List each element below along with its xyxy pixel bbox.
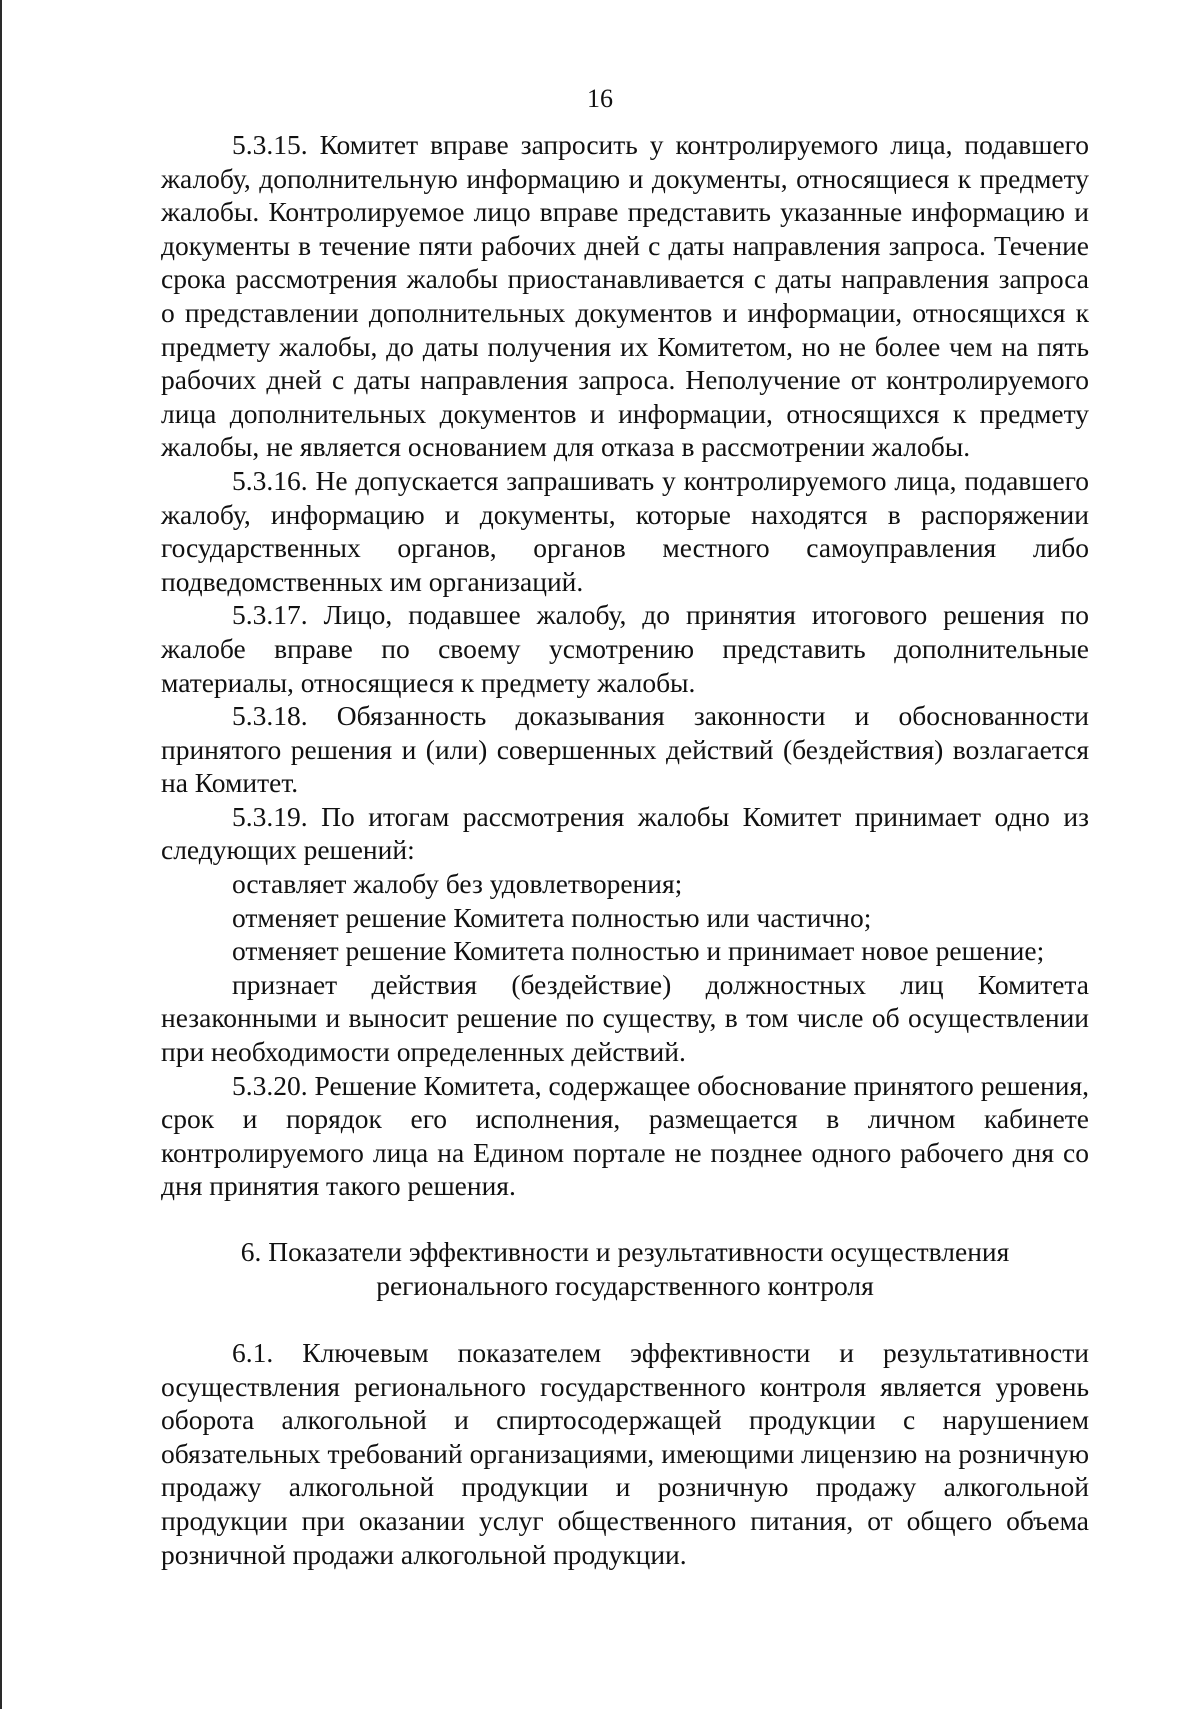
paragraph-5-3-18: 5.3.18. Обязанность доказывания законности и обоснованности принятого решения и (или) совершенных действий (бездействия) возлагается на Комитет. xyxy=(161,700,1089,799)
paragraph-5-3-20: 5.3.20. Решение Комитета, содержащее обоснование принятого решения, срок и порядок его исполнения, размещается в личном кабинете контролируемого лица на Едином портале не позднее одного рабочего дня со дня принятия такого решения. xyxy=(161,1069,1089,1202)
page-edge-shadow xyxy=(0,0,2,1709)
section-6-heading-line-2: регионального государственного контроля xyxy=(376,1270,874,1301)
section-6-heading xyxy=(161,1235,1089,1303)
paragraph-5-3-19: 5.3.19. По итогам рассмотрения жалобы Комитет принимает одно из следующих решений: xyxy=(161,800,1089,866)
decision-option-3: отменяет решение Комитета полностью и принимает новое решение; xyxy=(232,935,1045,967)
paragraph-5-3-16: 5.3.16. Не допускается запрашивать у контролируемого лица, подавшего жалобу, информацию и документы, которые находятся в распоряжении государственных органов, органов местного самоуправления либо подведомственных им организаций. xyxy=(161,464,1089,597)
document-body xyxy=(161,128,1089,1571)
section-6-heading-line-1: 6. Показатели эффективности и результативности осуществления xyxy=(240,1236,1010,1267)
decision-option-4: признает действия (бездействие) должностных лиц Комитета незаконными и выносит решение по существу, в том числе об осуществлении при необходимости определенных действий. xyxy=(161,968,1089,1068)
page-number: 16 xyxy=(587,84,613,113)
decision-option-1: оставляет жалобу без удовлетворения; xyxy=(232,868,683,900)
paragraph-5-3-17: 5.3.17. Лицо, подавшее жалобу, до принятия итогового решения по жалобе вправе по своему усмотрению представить дополнительные материалы, относящиеся к предмету жалобы. xyxy=(161,599,1089,698)
paragraph-5-3-15: 5.3.15. Комитет вправе запросить у контролируемого лица, подавшего жалобу, дополнительную информацию и документы, относящиеся к предмету жалобы. Контролируемое лицо вправе представить указанные информацию и документы в течение пяти рабочих дней с даты направления запроса. Течение срока рассмотрения жалобы приостанавливается с даты направления запроса о представлении дополнительных документов и информации, относящихся к предмету жалобы, до даты получения их Комитетом, но не более чем на пять рабочих дней с даты направления запроса. Неполучение от контролируемого лица дополнительных документов и информации, относящихся к предмету жалобы, не является основанием для отказа в рассмотрении жалобы. xyxy=(161,129,1089,463)
paragraph-6-1: 6.1. Ключевым показателем эффективности и результативности осуществления регионального государственного контроля является уровень оборота алкогольной и спиртосодержащей продукции с нарушением обязательных требований организациями, имеющими лицензию на розничную продажу алкогольной продукции и розничную продажу алкогольной продукции при оказании услуг общественного питания, от общего объема розничной продажи алкогольной продукции. xyxy=(161,1337,1089,1570)
decision-option-2: отменяет решение Комитета полностью или частично; xyxy=(232,901,872,933)
